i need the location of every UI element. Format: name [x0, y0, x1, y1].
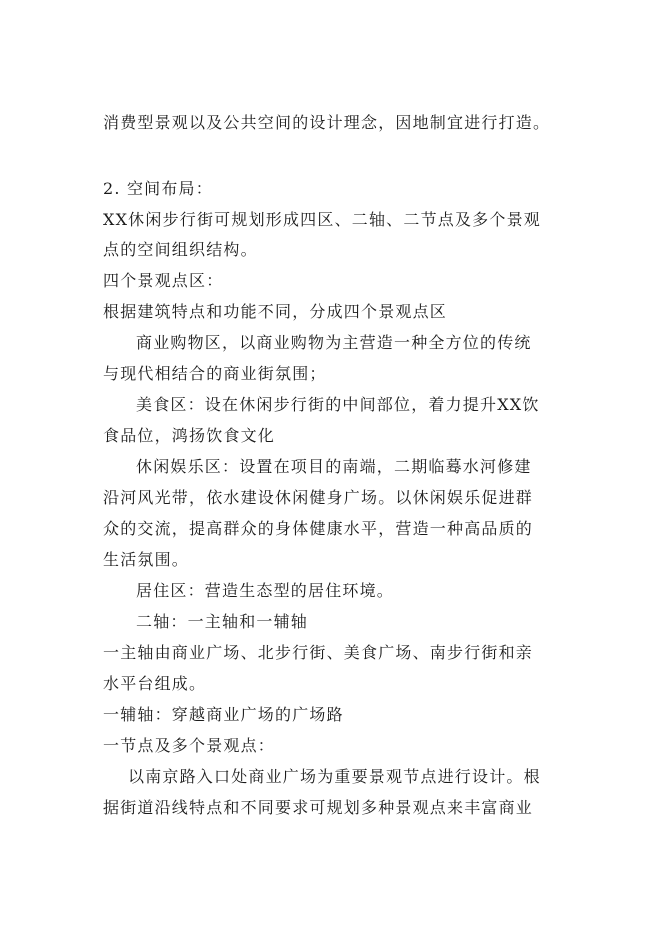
paragraph-line-13: 众的交流，提高群众的身体健康水平，营造一种高品质的: [103, 519, 534, 538]
section-heading-spatial-layout: 2. 空间布局：: [103, 179, 213, 198]
paragraph-line-12: 沿河风光带，依水建设休闲健身广场。以休闲娱乐促进群: [103, 488, 534, 507]
paragraph-line-3: XX休闲步行街可规划形成四区、二轴、二节点及多个景观: [103, 210, 541, 229]
paragraph-line-14: 生活氛围。: [103, 550, 190, 569]
paragraph-auxiliary-axis: 一辅轴：穿越商业广场的广场路: [103, 705, 344, 724]
paragraph-line-4: 点的空间组织结构。: [103, 240, 258, 259]
paragraph-two-axes: 二轴：一主轴和一辅轴: [136, 612, 309, 631]
paragraph-line-17: 一主轴由商业广场、北步行街、美食广场、南步行街和亲: [103, 643, 534, 662]
paragraph-leisure-zone: 休闲娱乐区：设置在项目的南端，二期临蓦水河修建: [136, 457, 532, 476]
paragraph-line-6: 根据建筑特点和功能不同，分成四个景观点区: [103, 302, 448, 321]
paragraph-line-18: 水平台组成。: [103, 674, 207, 693]
subheading-nodes: 一节点及多个景观点：: [103, 736, 276, 755]
paragraph-line-22: 据街道沿线特点和不同要求可规划多种景观点来丰富商业: [103, 798, 534, 817]
paragraph-line-10: 食品位，鸿扬饮食文化: [103, 426, 276, 445]
paragraph-line-8: 与现代相结合的商业街氛围；: [103, 364, 327, 383]
paragraph-residential-zone: 居住区：营造生态型的居住环境。: [136, 581, 395, 600]
paragraph-line-1: 消费型景观以及公共空间的设计理念，因地制宜进行打造。: [103, 113, 551, 132]
paragraph-nanjing-road: 以南京路入口处商业广场为重要景观节点进行设计。根: [128, 767, 541, 786]
subheading-four-zones: 四个景观点区：: [103, 271, 224, 290]
paragraph-commercial-zone: 商业购物区，以商业购物为主营造一种全方位的传统: [136, 333, 532, 352]
paragraph-food-zone: 美食区：设在休闲步行街的中间部位，着力提升XX饮: [136, 395, 540, 414]
